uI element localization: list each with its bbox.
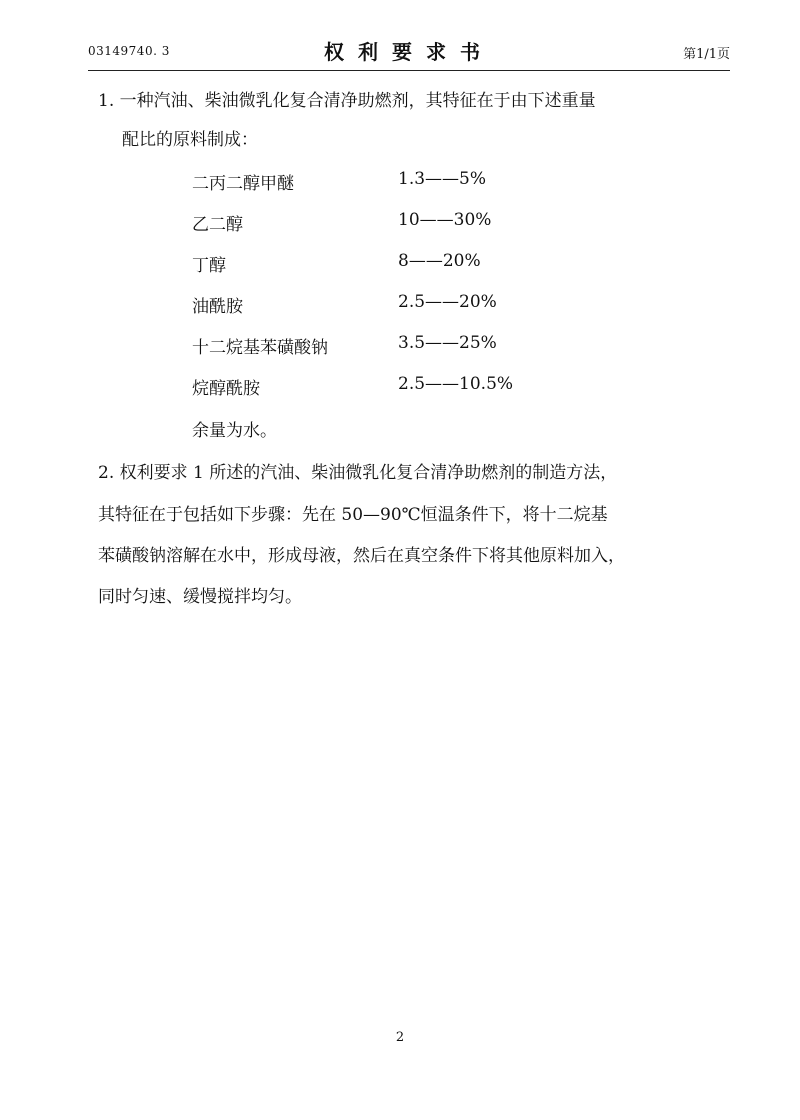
document-title: 权利要求书 <box>324 40 494 64</box>
ingredient-name: 油酰胺 <box>192 297 243 317</box>
ingredient-row <box>192 374 552 398</box>
claim-2-line-1: 2. 权利要求 1 所述的汽油、柴油微乳化复合清净助燃剂的制造方法， <box>98 463 618 483</box>
ingredient-name: 十二烷基苯磺酸钠 <box>192 338 328 358</box>
page-indicator: 第1/1页 <box>683 47 730 62</box>
ingredient-range: 2.5——10.5% <box>398 374 514 394</box>
ingredient-range: 8——20% <box>398 251 481 271</box>
ingredient-row <box>192 292 552 316</box>
ingredient-name: 烷醇酰胺 <box>192 379 260 399</box>
claim-2-line-2: 其特征在于包括如下步骤：先在 50—90℃恒温条件下，将十二烷基 <box>98 505 608 525</box>
remainder-note: 余量为水。 <box>192 421 277 441</box>
page-number: 2 <box>395 1030 405 1045</box>
claim-2-line-3: 苯磺酸钠溶解在水中，形成母液，然后在真空条件下将其他原料加入， <box>98 546 625 566</box>
page-header <box>88 34 730 68</box>
claim-2-line-4: 同时匀速、缓慢搅拌均匀。 <box>98 587 302 607</box>
claim-1-line-2: 配比的原料制成： <box>122 130 258 150</box>
ingredient-row <box>192 333 552 357</box>
ingredient-range: 2.5——20% <box>398 292 497 312</box>
ingredient-name: 丁醇 <box>192 256 226 276</box>
ingredient-name: 乙二醇 <box>192 215 243 235</box>
ingredient-name: 二丙二醇甲醚 <box>192 174 294 194</box>
document-id: 03149740. 3 <box>88 44 170 58</box>
ingredient-row <box>192 210 552 234</box>
ingredient-range: 3.5——25% <box>398 333 497 353</box>
ingredient-row <box>192 251 552 275</box>
header-divider <box>88 70 730 71</box>
ingredient-range: 1.3——5% <box>398 169 487 189</box>
ingredient-row <box>192 169 552 193</box>
ingredient-range: 10——30% <box>398 210 492 230</box>
claim-1-line-1: 1. 一种汽油、柴油微乳化复合清净助燃剂，其特征在于由下述重量 <box>98 91 596 111</box>
